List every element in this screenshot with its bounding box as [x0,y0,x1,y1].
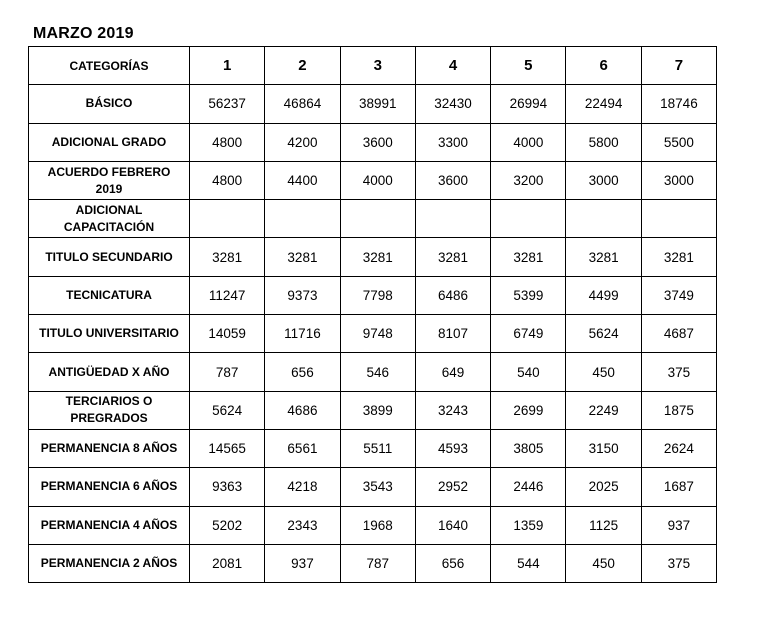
table-cell [491,200,566,238]
table-cell: 4687 [641,315,716,353]
table-cell: 32430 [415,85,490,123]
table-cell: 375 [641,353,716,391]
table-cell: 9748 [340,315,415,353]
table-cell: 544 [491,544,566,582]
table-cell: 9363 [190,468,265,506]
table-cell: 2025 [566,468,641,506]
table-cell: 5624 [566,315,641,353]
table-cell: 3600 [415,161,490,199]
table-cell: 3281 [415,238,490,276]
table-cell [340,200,415,238]
table-cell: 14565 [190,429,265,467]
table-cell: 5624 [190,391,265,429]
table-row [29,85,717,123]
table-cell: 9373 [265,276,340,314]
table-cell: 3805 [491,429,566,467]
table-cell: 2081 [190,544,265,582]
table-cell: 656 [265,353,340,391]
table-cell: 1125 [566,506,641,544]
table-row [29,315,717,353]
table-cell: 2699 [491,391,566,429]
table-cell: 546 [340,353,415,391]
table-cell: 56237 [190,85,265,123]
row-label: PERMANENCIA 2 AÑOS [29,544,190,582]
table-cell: 1968 [340,506,415,544]
page-title: MARZO 2019 [33,25,134,42]
row-label: PERMANENCIA 6 AÑOS [29,468,190,506]
row-label: BÁSICO [29,85,190,123]
table-cell: 4800 [190,123,265,161]
table-cell: 937 [265,544,340,582]
table-cell: 18746 [641,85,716,123]
table-cell: 3300 [415,123,490,161]
table-cell: 1687 [641,468,716,506]
table-cell: 2446 [491,468,566,506]
table-cell: 787 [340,544,415,582]
table-cell: 3899 [340,391,415,429]
row-label: ADICIONAL CAPACITACIÓN [29,200,190,238]
table-cell: 3000 [566,161,641,199]
table-cell: 6749 [491,315,566,353]
row-label: TERCIARIOS O PREGRADOS [29,391,190,429]
row-label: TECNICATURA [29,276,190,314]
table-cell: 1640 [415,506,490,544]
table-cell [566,200,641,238]
table-cell: 787 [190,353,265,391]
table-cell [265,200,340,238]
table-cell: 2952 [415,468,490,506]
table-row [29,468,717,506]
header-cell: 1 [190,47,265,85]
table-cell: 3281 [265,238,340,276]
table-cell: 2249 [566,391,641,429]
row-label: PERMANENCIA 4 AÑOS [29,506,190,544]
table-cell: 5511 [340,429,415,467]
table-cell [190,200,265,238]
table-row [29,161,717,199]
table-cell: 6486 [415,276,490,314]
table-cell: 3000 [641,161,716,199]
table-cell: 1875 [641,391,716,429]
table-cell: 6561 [265,429,340,467]
table-cell: 450 [566,353,641,391]
table-cell: 649 [415,353,490,391]
table-cell: 3243 [415,391,490,429]
table-row [29,506,717,544]
table-cell: 937 [641,506,716,544]
table-cell: 14059 [190,315,265,353]
table-row [29,544,717,582]
table-row [29,276,717,314]
table-cell: 5399 [491,276,566,314]
table-row [29,238,717,276]
table-row [29,123,717,161]
table-cell: 450 [566,544,641,582]
table-row [29,391,717,429]
header-categorias: CATEGORÍAS [29,47,190,85]
table-cell: 656 [415,544,490,582]
table-row [29,429,717,467]
table-cell: 5500 [641,123,716,161]
table-cell: 3281 [340,238,415,276]
header-cell: 4 [415,47,490,85]
table-cell: 3281 [491,238,566,276]
table-cell: 3600 [340,123,415,161]
row-label: TITULO SECUNDARIO [29,238,190,276]
table-cell: 4200 [265,123,340,161]
header-cell: 7 [641,47,716,85]
row-label: PERMANENCIA 8 AÑOS [29,429,190,467]
row-label: ANTIGÜEDAD X AÑO [29,353,190,391]
row-label: ACUERDO FEBRERO 2019 [29,161,190,199]
table-cell [415,200,490,238]
table-cell: 3749 [641,276,716,314]
table-cell: 4499 [566,276,641,314]
table-cell: 3150 [566,429,641,467]
salary-table [28,46,717,583]
table-cell: 540 [491,353,566,391]
table-cell: 46864 [265,85,340,123]
table-cell: 4686 [265,391,340,429]
row-label: TITULO UNIVERSITARIO [29,315,190,353]
table-cell: 3200 [491,161,566,199]
table-cell: 4218 [265,468,340,506]
table-cell: 4000 [340,161,415,199]
header-cell: 3 [340,47,415,85]
table-cell: 4000 [491,123,566,161]
table-cell: 4593 [415,429,490,467]
table-cell: 2343 [265,506,340,544]
table-cell: 375 [641,544,716,582]
table-cell: 3281 [566,238,641,276]
table-cell: 26994 [491,85,566,123]
header-cell: 2 [265,47,340,85]
table-cell: 2624 [641,429,716,467]
table-row [29,353,717,391]
table-cell: 8107 [415,315,490,353]
table-cell: 11716 [265,315,340,353]
table-cell: 3281 [641,238,716,276]
table-cell: 5800 [566,123,641,161]
header-cell: 6 [566,47,641,85]
table-cell: 4400 [265,161,340,199]
table-cell: 5202 [190,506,265,544]
header-row [29,47,717,85]
table-cell: 1359 [491,506,566,544]
table-row [29,200,717,238]
table-cell: 3281 [190,238,265,276]
table-cell: 3543 [340,468,415,506]
table-cell: 22494 [566,85,641,123]
table-cell [641,200,716,238]
header-cell: 5 [491,47,566,85]
table-cell: 38991 [340,85,415,123]
table-cell: 7798 [340,276,415,314]
table-cell: 11247 [190,276,265,314]
table-cell: 4800 [190,161,265,199]
row-label: ADICIONAL GRADO [29,123,190,161]
